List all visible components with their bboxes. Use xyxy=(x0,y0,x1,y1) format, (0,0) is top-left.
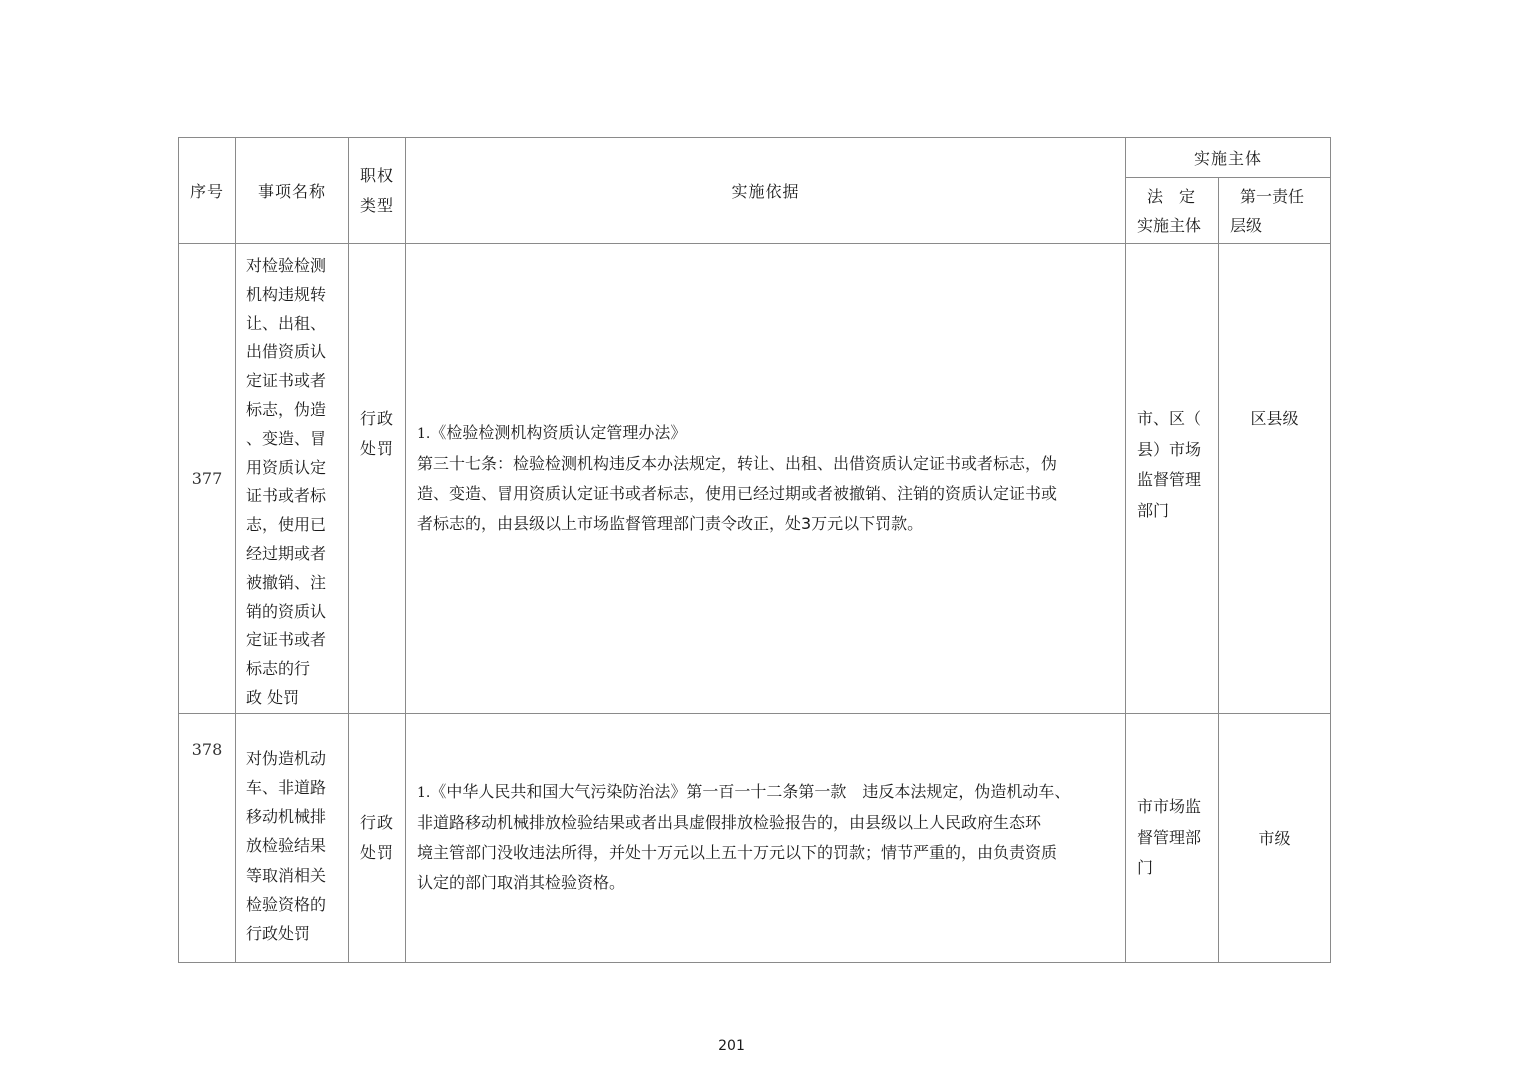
basis-line2: 非道路移动机械排放检验结果或者出具虚假排放检验报告的，由县级以上人民政府生态环 xyxy=(417,813,1042,833)
row-seq: 378 xyxy=(179,713,236,962)
name-line: 志，使用已 xyxy=(246,515,327,535)
row-basis xyxy=(406,713,1126,962)
header-authority-type-line2: 类型 xyxy=(359,195,394,215)
basis-line1 xyxy=(417,418,1121,449)
table-row xyxy=(179,244,1331,714)
row-item-name xyxy=(236,713,349,962)
header-responsibility-level-line1: 第一责任 xyxy=(1240,186,1305,206)
header-legal-subject xyxy=(1126,178,1219,244)
header-item-name: 事项名称 xyxy=(236,138,349,244)
name-line: 机构违规转 xyxy=(246,284,327,304)
name-line: 证书或者标 xyxy=(246,486,327,506)
header-responsibility-level-line2: 层级 xyxy=(1230,215,1263,235)
agency-line: 市、区（ xyxy=(1137,409,1202,428)
name-line: 定证书或者 xyxy=(246,371,327,391)
name-line: 标志的行 xyxy=(246,659,311,679)
name-line: 车、非道路 xyxy=(246,777,327,797)
agency-line: 县）市场 xyxy=(1137,439,1202,459)
row-responsibility-level: 区县级 xyxy=(1219,244,1331,714)
row-legal-subject xyxy=(1126,713,1219,962)
type-line2: 处罚 xyxy=(359,439,394,458)
name-line: 政 处罚 xyxy=(246,687,300,707)
agency-line: 市市场监 xyxy=(1137,797,1202,816)
name-line: 移动机械排 xyxy=(246,807,327,827)
page-number: 201 xyxy=(718,1038,745,1054)
basis-line2: 第三十七条：检验检测机构违反本办法规定，转让、出租、出借资质认定证书或者标志，伪 xyxy=(417,453,1058,473)
basis-line4: 者标志的，由县级以上市场监督管理部门责令改正，处3万元以下罚款。 xyxy=(417,513,924,533)
enforcement-items-table xyxy=(178,137,1331,963)
basis-law-title: 《中华人民共和国大气污染防治法》第一百一十二条第一款 违反本法规定，伪造机动车、 xyxy=(430,782,1071,802)
name-line: 被撤销、注 xyxy=(246,572,327,592)
name-line: 让、出租、 xyxy=(246,313,327,333)
name-line: 检验资格的 xyxy=(246,894,327,914)
type-line1: 行政 xyxy=(359,812,394,832)
name-line: 用资质认定 xyxy=(246,457,327,477)
header-subject: 实施主体 xyxy=(1126,138,1331,178)
name-line: 销的资质认 xyxy=(246,601,327,621)
row-authority-type xyxy=(349,713,406,962)
name-line: 、变造、冒 xyxy=(246,428,327,448)
basis-law-title: 《检验检测机构资质认定管理办法》 xyxy=(430,422,687,442)
table-row xyxy=(179,713,1331,962)
basis-line3: 造、变造、冒用资质认定证书或者标志，使用已经过期或者被撤销、注销的资质认定证书或 xyxy=(417,483,1058,503)
header-authority-type-line1: 职权 xyxy=(359,165,394,185)
header-seq: 序号 xyxy=(179,138,236,244)
name-line: 定证书或者 xyxy=(246,630,327,650)
name-line: 行政处罚 xyxy=(246,923,311,943)
row-responsibility-level: 市级 xyxy=(1219,713,1331,962)
type-line2: 处罚 xyxy=(359,842,394,862)
basis-line1 xyxy=(417,777,1121,808)
agency-line: 部门 xyxy=(1137,500,1170,520)
row-item-name xyxy=(236,244,349,714)
row-authority-type xyxy=(349,244,406,714)
basis-line3: 境主管部门没收违法所得，并处十万元以上五十万元以下的罚款；情节严重的，由负责资质 xyxy=(417,843,1058,863)
agency-line: 门 xyxy=(1137,858,1154,877)
row-legal-subject xyxy=(1126,244,1219,714)
agency-line: 督管理部 xyxy=(1137,827,1202,847)
agency-line: 监督管理 xyxy=(1137,470,1202,489)
basis-line4: 认定的部门取消其检验资格。 xyxy=(417,873,626,893)
header-authority-type xyxy=(349,138,406,244)
name-line: 放检验结果 xyxy=(246,836,327,856)
header-legal-subject-line1: 法 定 xyxy=(1147,186,1196,206)
name-line: 经过期或者 xyxy=(246,543,327,563)
name-line: 对伪造机动 xyxy=(246,748,327,768)
basis-number: 1. xyxy=(417,785,431,802)
name-line: 出借资质认 xyxy=(246,342,327,362)
row-seq: 377 xyxy=(179,244,236,714)
name-line: 标志，伪造 xyxy=(246,399,327,419)
name-line: 对检验检测 xyxy=(246,256,327,275)
basis-number: 1. xyxy=(417,425,431,442)
name-line: 等取消相关 xyxy=(246,865,327,885)
header-legal-subject-line2: 实施主体 xyxy=(1137,215,1202,235)
type-line1: 行政 xyxy=(359,409,394,428)
row-basis xyxy=(406,244,1126,714)
header-basis: 实施依据 xyxy=(406,138,1126,244)
header-responsibility-level xyxy=(1219,178,1331,244)
